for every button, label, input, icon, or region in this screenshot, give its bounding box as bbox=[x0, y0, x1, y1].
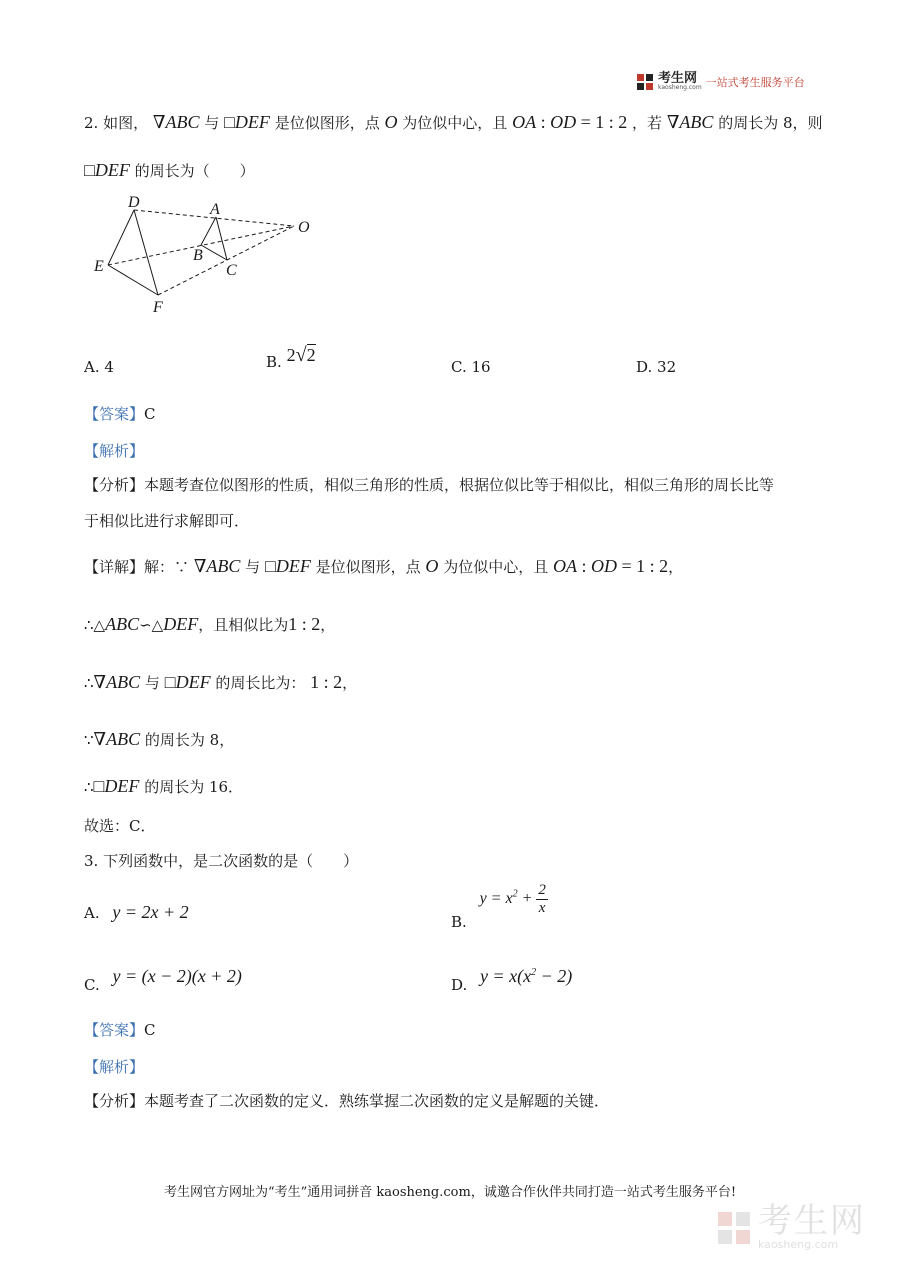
q3-option-c[interactable] bbox=[84, 966, 242, 994]
q2-ratio-val: = 1 : 2 bbox=[580, 112, 628, 132]
q2-xj-line3: ∴∇ABC 与 □DEF 的周长比为： 1 : 2， bbox=[84, 672, 358, 692]
watermark-logo-icon bbox=[716, 1210, 752, 1246]
q3-option-d-exp: 2 bbox=[531, 967, 537, 978]
label-f: F bbox=[153, 299, 163, 316]
header-logo bbox=[636, 73, 805, 91]
q2-xj-3e: ， bbox=[342, 674, 358, 692]
q3-answer: C bbox=[144, 1021, 156, 1039]
q2-xj-2g: ， bbox=[320, 616, 336, 634]
edge-ab bbox=[201, 217, 216, 245]
q2-xj-1b: 与 bbox=[245, 558, 261, 576]
q2-xj-3d: 1 : 2 bbox=[310, 672, 343, 692]
q2-line1: 2. 如图， ∇ABC 与 □DEF 是位似图形，点 O 为位似中心，且 OA : OD = 1 : 2 ，若 ∇ABC 的周长为 8，则 bbox=[84, 112, 823, 132]
q2-option-b[interactable]: B. 2√2 bbox=[266, 344, 316, 371]
q2-xj-2c: ∽△ bbox=[139, 616, 164, 634]
q2-xj-2d: DEF bbox=[163, 614, 199, 634]
label-d: D bbox=[128, 194, 140, 211]
q3-option-d-label: D. bbox=[451, 976, 468, 994]
q2-text3: ，若 bbox=[632, 114, 663, 132]
q2-xj-1d: 为位似中心，且 bbox=[443, 558, 549, 576]
q2-xj-4a: ∵ bbox=[84, 731, 94, 749]
edge-de bbox=[108, 210, 134, 265]
q2-line2: □DEF 的周长为（ ） bbox=[84, 160, 255, 180]
q3-fenxi-line bbox=[84, 1090, 609, 1111]
q3-option-b[interactable] bbox=[451, 882, 548, 932]
q2-option-b-coef: 2 bbox=[286, 345, 296, 365]
q3-answer-label: 【答案】 bbox=[84, 1021, 145, 1039]
edge-ac bbox=[216, 217, 227, 260]
q2-analysis-label: 【解析】 bbox=[84, 442, 145, 460]
label-o: O bbox=[298, 219, 310, 236]
q2-number: 2. bbox=[84, 114, 99, 132]
q2-xj-1a: 解：∵ bbox=[144, 558, 190, 576]
footer-text: 考生网官方网址为“考生”通用词拼音 kaosheng.com，诚邀合作伙伴共同打造一站式考生服务平台! bbox=[163, 1185, 737, 1200]
q2-text1: 是位似图形，点 bbox=[274, 114, 380, 132]
q2-text2: 为位似中心，且 bbox=[402, 114, 508, 132]
q2-fenxi-label: 【分析】 bbox=[84, 476, 145, 494]
q2-xj-3c: 的周长比为： bbox=[215, 674, 306, 692]
watermark-domain: kaosheng.com bbox=[758, 1238, 839, 1251]
q3-option-a-expr: y = 2x + 2 bbox=[112, 902, 189, 922]
q3-option-b-num: 2 bbox=[538, 882, 546, 898]
q2-tri-def: DEF bbox=[234, 112, 270, 132]
label-b: B bbox=[193, 247, 203, 264]
q3-answer-line bbox=[84, 1019, 156, 1040]
label-e: E bbox=[94, 258, 104, 275]
q2-line2-text: 的周长为（ ） bbox=[134, 162, 255, 180]
q2-xj-2e: ，且相似比为 bbox=[198, 616, 289, 634]
q3-option-d-lhs: y = x(x bbox=[480, 966, 532, 986]
q2-xj-line1: 【详解】解：∵ ∇ABC 与 □DEF 是位似图形，点 O 为位似中心，且 OA : OD = 1 : 2， bbox=[84, 556, 684, 576]
q2-answer: C bbox=[144, 405, 156, 423]
q3-option-b-label: B. bbox=[451, 913, 467, 932]
q2-xj-2b: ABC bbox=[105, 614, 140, 634]
q2-xj-2a: ∴△ bbox=[84, 616, 106, 634]
q3-option-b-exp: 2 bbox=[512, 888, 518, 900]
q2-intro: 如图， bbox=[103, 114, 149, 132]
q3-option-c-label: C. bbox=[84, 976, 100, 994]
q2-fenxi-line1 bbox=[84, 474, 774, 495]
q2-figure bbox=[90, 190, 330, 320]
q2-answer-line bbox=[84, 403, 156, 424]
q3-stem: 3. 下列函数中，是二次函数的是（ ） bbox=[84, 852, 359, 870]
q3-option-d-rhs: − 2) bbox=[536, 966, 573, 986]
label-a: A bbox=[210, 201, 220, 218]
q2-option-b-rad: 2 bbox=[306, 345, 316, 365]
q2-xj-line2 bbox=[84, 614, 335, 635]
q2-ratio-mid: OD bbox=[550, 112, 577, 132]
logo-domain: kaosheng.com bbox=[658, 84, 702, 91]
watermark bbox=[716, 1201, 866, 1251]
q2-xj-2f: 1 : 2 bbox=[288, 614, 321, 634]
q3-option-b-den: x bbox=[538, 900, 546, 916]
q3-fenxi-label: 【分析】 bbox=[84, 1092, 145, 1110]
q2-fenxi-1: 本题考查位似图形的性质，相似三角形的性质，根据位似比等于相似比，相似三角形的周长比等 bbox=[144, 476, 775, 494]
q2-answer-label: 【答案】 bbox=[84, 405, 145, 423]
q2-xj-line5: ∴□DEF 的周长为 16． bbox=[84, 776, 244, 796]
q3-option-a-label: A. bbox=[84, 904, 100, 922]
ray-of bbox=[158, 226, 294, 295]
q2-fenxi-2: 于相似比进行求解即可． bbox=[84, 512, 250, 530]
q3-option-d[interactable] bbox=[451, 966, 573, 994]
q2-option-b-label: B. bbox=[266, 353, 282, 371]
q3-option-b-plus: + bbox=[521, 890, 533, 908]
label-c: C bbox=[226, 262, 237, 279]
watermark-brand: 考生网 bbox=[758, 1201, 866, 1241]
q2-xj-label: 【详解】 bbox=[84, 558, 145, 576]
logo-brand: 考生网 bbox=[658, 71, 698, 86]
q2-option-d[interactable]: D. 32 bbox=[636, 358, 677, 376]
q2-point-o: O bbox=[384, 112, 398, 132]
logo-brand-block bbox=[658, 73, 702, 91]
q2-xj-1e: ， bbox=[668, 558, 684, 576]
q3-analysis-label: 【解析】 bbox=[84, 1058, 145, 1076]
q3-option-c-expr: y = (x − 2)(x + 2) bbox=[112, 966, 242, 986]
q2-conj: 与 bbox=[204, 114, 220, 132]
q2-ratio-lhs: OA bbox=[512, 112, 537, 132]
q3-option-a[interactable] bbox=[84, 902, 189, 923]
q2-xj-3a: ∴ bbox=[84, 674, 94, 692]
q2-option-c[interactable]: C. 16 bbox=[451, 358, 491, 376]
q2-choose: 故选：C． bbox=[84, 817, 156, 835]
q2-xj-3b: 与 bbox=[144, 674, 160, 692]
q2-option-a[interactable]: A. 4 bbox=[84, 358, 114, 376]
q2-text4: 的周长为 8，则 bbox=[718, 114, 823, 132]
logo-slogan: 一站式考生服务平台 bbox=[705, 76, 805, 89]
q2-xj-1c: 是位似图形，点 bbox=[315, 558, 421, 576]
q3-option-b-lhs: y = x bbox=[479, 890, 513, 908]
q2-xj-line4: ∵∇ABC 的周长为 8， bbox=[84, 729, 235, 749]
kaosheng-logo-icon bbox=[636, 73, 654, 91]
q2-xj-4b: 的周长为 8， bbox=[144, 731, 235, 749]
edge-bc bbox=[201, 245, 227, 260]
q2-xj-5b: 的周长为 16． bbox=[144, 778, 244, 796]
q2-tri-abc: ABC bbox=[165, 112, 200, 132]
q2-xj-5a: ∴ bbox=[84, 778, 94, 796]
q3-fenxi: 本题考查了二次函数的定义．熟练掌握二次函数的定义是解题的关键． bbox=[144, 1092, 610, 1110]
